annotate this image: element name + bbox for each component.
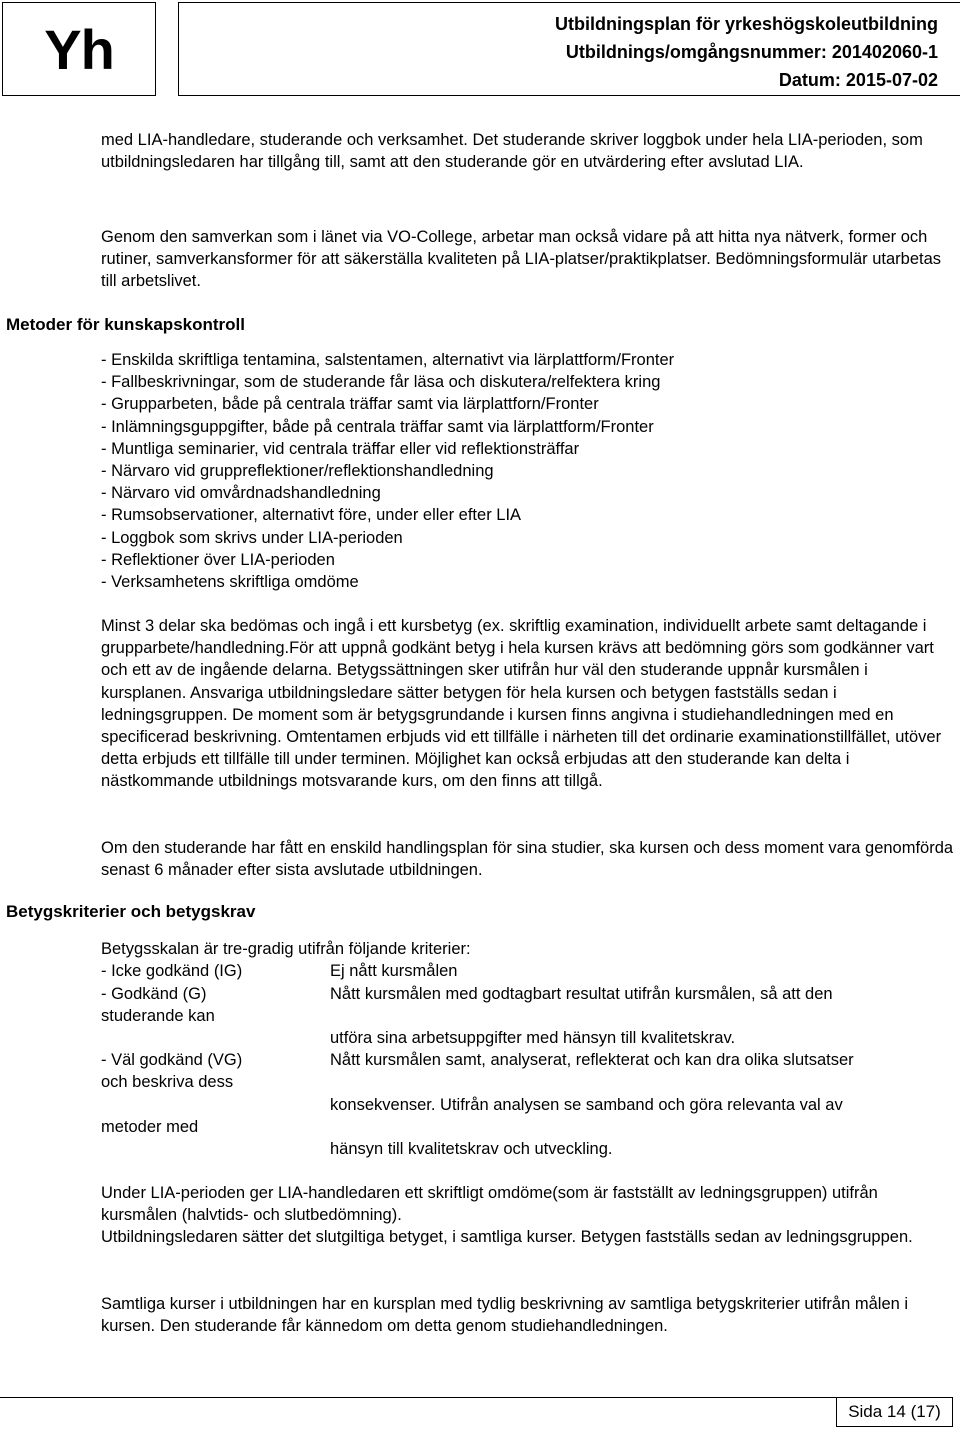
grade-vg-text-2: konsekvenser. Utifrån analysen se samband och göra relevanta val av (330, 1096, 843, 1114)
list-item: - Fallbeskrivningar, som de studerande får läsa och diskutera/relfektera kring (101, 373, 661, 392)
grading-paragraph-2: Samtliga kurser i utbildningen har en kursplan med tydlig beskrivning av samtliga betygskriterier utifrån målen i kursen. Den studerande får kännedom om detta genom studiehandledningen. (101, 1295, 909, 1336)
grade-vg-text-1: Nått kursmålen samt, analyserat, reflekterat och kan dra olika slutsatser (330, 1051, 854, 1069)
grading-intro: Betygsskalan är tre-gradig utifrån följande kriterier: (101, 940, 471, 958)
list-item: - Grupparbeten, både på centrala träffar samt via lärplattforn/Fronter (101, 395, 599, 414)
methods-heading: Metoder för kunskapskontroll (6, 315, 245, 334)
footer-divider (0, 1397, 836, 1398)
document-number: Utbildnings/omgångsnummer: 201402060-1 (565, 42, 938, 62)
yh-logo: Yh (2, 2, 156, 96)
document-title: Utbildningsplan för yrkeshögskoleutbildning (554, 14, 938, 34)
grade-vg-label-3: metoder med (101, 1118, 199, 1136)
list-item: - Inlämningsguppgifter, både på centrala träffar samt via lärplattform/Fronter (101, 417, 654, 436)
list-item: - Loggbok som skrivs under LIA-perioden (101, 528, 403, 547)
grading-paragraph-1b: Utbildningsledaren sätter det slutgiltiga betyget, i samtliga kurser. Betygen fastställs sedan av ledningsgruppen. (101, 1228, 913, 1246)
list-item: - Enskilda skriftliga tentamina, salstentamen, alternativt via lärplattform/Fronter (101, 351, 675, 369)
grade-ig-label: - Icke godkänd (IG) (101, 962, 243, 980)
page-header (0, 0, 960, 100)
header-info (178, 2, 960, 96)
list-item: - Verksamhetens skriftliga omdöme (101, 573, 359, 592)
grading-paragraph-1a: Under LIA-perioden ger LIA-handledaren ett skriftligt omdöme(som är fastställt av ledningsgruppen) utifrån kursmålen (halvtids- och slutbedömning). (101, 1184, 878, 1225)
intro-paragraph-2: Genom den samverkan som i länet via VO-College, arbetar man också vidare på att hitta nya nätverk, former och rutiner, samverkansformer för att säkerställa kvaliteten på LIA-platser/praktikplatser. Bedömningsformulär utarbetas till arbetslivet. (101, 228, 942, 291)
grading-heading: Betygskriterier och betygskrav (6, 902, 256, 921)
grade-ig-text: Ej nått kursmålen (330, 962, 458, 980)
list-item: - Rumsobservationer, alternativt före, under eller efter LIA (101, 506, 522, 525)
methods-list (101, 349, 674, 593)
methods-paragraph-1: Minst 3 delar ska bedömas och ingå i ett kursbetyg (ex. skriftlig examination, individuellt arbete samt deltagande i grupparbete/handledning.För att uppnå godkänt betyg i hela kursen krävs att bedömning görs som godkänner vart och ett av de ingående delarna. Betygssättningen sker utifrån hur väl den studerande uppnår kursmålen i kursplanen. Ansvariga utbildningsledare sätter betygen för hela kursen och betygen fastställs sedan i ledningsgruppen. De moment som är betygsgrundande i kursen finns angivna i studiehandledningen med en specificerad beskrivning. Omtentamen erbjuds vid ett tillfälle i närheten till det ordinarie examinationstillfället, utöver detta erbjuds ett tillfälle till under terminen. Möjlighet kan också erbjudas att den studerande kan delta i nästkommande utbildnings motsvarande kurs, om den finns att tillgå. (101, 617, 942, 791)
list-item: - Närvaro vid omvårdnadshandledning (101, 484, 381, 503)
grade-vg-text-3: hänsyn till kvalitetskrav och utveckling. (330, 1140, 613, 1158)
grade-vg-label: - Väl godkänd (VG) (101, 1051, 243, 1069)
intro-paragraph-1: med LIA-handledare, studerande och verksamhet. Det studerande skriver loggbok under hela LIA-perioden, som utbildningsledaren har tillgång till, samt att den studerande gör en utvärdering efter avslutad LIA. (101, 131, 923, 172)
grade-vg-label-2: och beskriva dess (101, 1073, 234, 1091)
list-item: - Muntliga seminarier, vid centrala träffar eller vid reflektionsträffar (101, 439, 580, 458)
grade-g-text-1: Nått kursmålen med godtagbart resultat utifrån kursmålen, så att den (330, 985, 833, 1003)
list-item: - Reflektioner över LIA-perioden (101, 550, 335, 569)
document-date: Datum: 2015-07-02 (778, 70, 938, 90)
grade-g-label: - Godkänd (G) (101, 985, 207, 1003)
grade-g-text-2: utföra sina arbetsuppgifter med hänsyn till kvalitetskrav. (330, 1029, 736, 1047)
page-number: Sida 14 (17) (836, 1397, 953, 1427)
grade-g-label-2: studerande kan (101, 1007, 215, 1025)
methods-paragraph-2: Om den studerande har fått en enskild handlingsplan för sina studier, ska kursen och dess moment vara genomförda senast 6 månader efter sista avslutade utbildningen. (101, 839, 954, 880)
list-item: - Närvaro vid gruppreflektioner/reflektionshandledning (101, 462, 494, 481)
